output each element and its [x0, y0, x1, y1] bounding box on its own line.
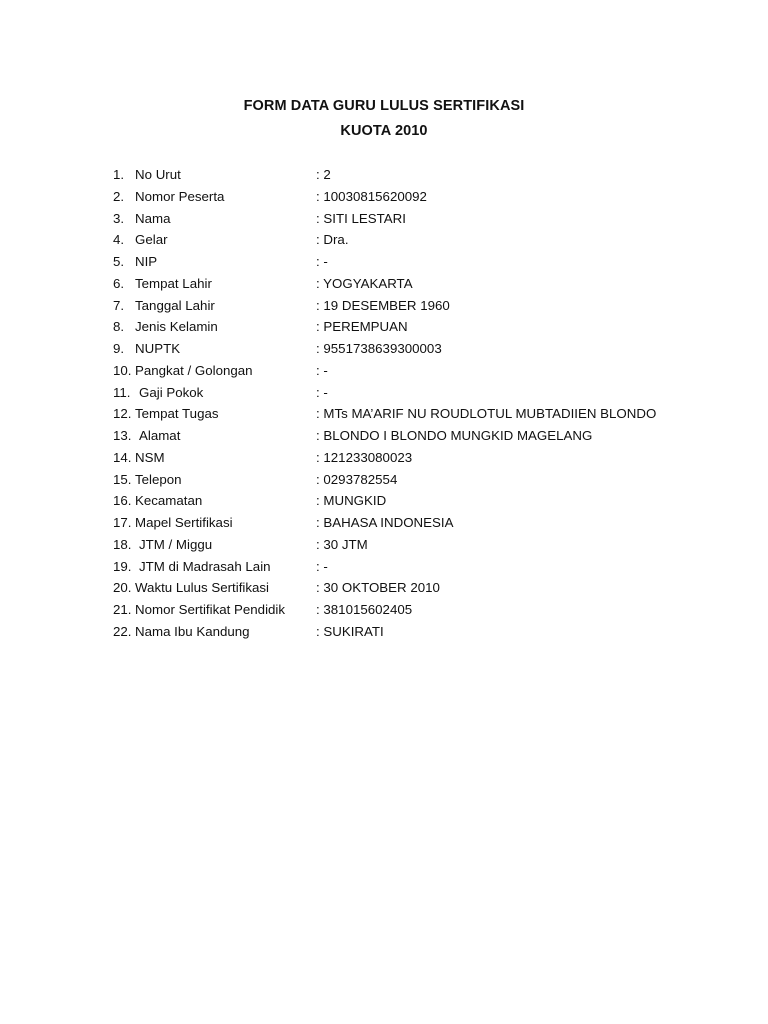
field-value: : 121233080023: [316, 449, 413, 465]
field-number: 12.: [113, 406, 132, 422]
form-title: [0, 94, 768, 144]
field-value: : 2: [316, 167, 331, 182]
field-number: 11.: [113, 384, 131, 400]
form-field-row: [113, 490, 713, 512]
field-number: 15.: [113, 471, 132, 487]
field-label: NIP: [135, 254, 158, 269]
form-field-row: [113, 534, 713, 556]
field-number: 17.: [113, 515, 132, 530]
field-value: : 30 OKTOBER 2010: [316, 580, 440, 596]
field-value: : SITI LESTARI: [316, 210, 406, 226]
field-number: 9.: [113, 341, 125, 356]
field-value: : PEREMPUAN: [316, 319, 408, 335]
field-value: : 381015602405: [316, 602, 413, 617]
form-field-row: [113, 382, 713, 404]
field-number: 3.: [113, 210, 125, 226]
field-label: JTM / Miggu: [139, 536, 213, 552]
field-number: 18.: [113, 536, 132, 552]
field-label: NUPTK: [135, 341, 181, 356]
form-field-row: [113, 208, 713, 230]
field-number: 10.: [113, 362, 132, 378]
field-label: Telepon: [135, 471, 182, 487]
form-field-row: [113, 338, 713, 360]
field-number: 14.: [113, 449, 132, 465]
field-label: Nomor Sertifikat Pendidik: [135, 602, 286, 617]
form-field-row: [113, 469, 713, 491]
title-line-2: KUOTA 2010: [340, 123, 428, 139]
field-number: 8.: [113, 319, 125, 335]
form-field-row: [113, 229, 713, 251]
field-label: Pangkat / Golongan: [135, 362, 253, 378]
field-label: Jenis Kelamin: [135, 319, 218, 335]
field-value: : MUNGKID: [316, 493, 387, 509]
field-value: : BAHASA INDONESIA: [316, 515, 454, 530]
field-value: : Dra.: [316, 232, 349, 248]
form-field-row: [113, 360, 713, 382]
form-field-row: [113, 556, 713, 578]
field-number: 7.: [113, 297, 125, 313]
field-number: 5.: [113, 254, 125, 269]
field-label: Tanggal Lahir: [135, 297, 215, 313]
field-number: 13.: [113, 428, 132, 443]
field-value: : MTs MA’ARIF NU ROUDLOTUL MUBTADIIEN BLONDO: [316, 406, 657, 422]
form-field-row: [113, 512, 713, 534]
form-field-row: [113, 295, 713, 317]
field-number: 21.: [113, 602, 132, 617]
field-label: Waktu Lulus Sertifikasi: [135, 580, 270, 596]
field-value: : -: [316, 558, 328, 574]
field-number: 19.: [113, 558, 132, 574]
field-value: : YOGYAKARTA: [316, 275, 413, 291]
form-field-row: [113, 251, 713, 273]
field-number: 16.: [113, 493, 132, 509]
form-field-row: [113, 621, 713, 643]
field-label: Nomor Peserta: [135, 188, 225, 204]
field-label: Tempat Tugas: [135, 406, 219, 422]
field-value: : BLONDO I BLONDO MUNGKID MAGELANG: [316, 428, 593, 443]
field-number: 4.: [113, 232, 125, 248]
field-number: 1.: [113, 167, 125, 182]
field-number: 20.: [113, 580, 132, 596]
field-label: Tempat Lahir: [135, 275, 212, 291]
field-number: 22.: [113, 623, 132, 639]
field-value: : SUKIRATI: [316, 623, 384, 639]
field-number: 6.: [113, 275, 125, 291]
form-field-row: [113, 577, 713, 599]
field-label: Nama Ibu Kandung: [135, 623, 250, 639]
field-label: Gaji Pokok: [139, 384, 204, 400]
field-label: No Urut: [135, 167, 181, 182]
field-value: : 0293782554: [316, 471, 398, 487]
field-label: Kecamatan: [135, 493, 203, 509]
field-label: NSM: [135, 449, 165, 465]
field-value: : 30 JTM: [316, 536, 368, 552]
form-field-row: [113, 316, 713, 338]
field-label: JTM di Madrasah Lain: [139, 558, 271, 574]
field-value: : -: [316, 384, 328, 400]
title-line-1: FORM DATA GURU LULUS SERTIFIKASI: [243, 98, 525, 114]
form-field-row: [113, 599, 713, 621]
form-field-row: [113, 164, 713, 186]
form-field-row: [113, 273, 713, 295]
form-field-row: [113, 425, 713, 447]
field-value: : -: [316, 362, 328, 378]
form-field-row: [113, 447, 713, 469]
field-value: : 9551738639300003: [316, 341, 442, 356]
form-fields-list: [113, 164, 713, 643]
field-label: Mapel Sertifikasi: [135, 515, 233, 530]
field-label: Nama: [135, 210, 171, 226]
form-field-row: [113, 186, 713, 208]
field-value: : -: [316, 254, 328, 269]
field-label: Gelar: [135, 232, 168, 248]
field-value: : 10030815620092: [316, 188, 427, 204]
field-label: Alamat: [139, 428, 181, 443]
form-field-row: [113, 403, 713, 425]
field-value: : 19 DESEMBER 1960: [316, 297, 450, 313]
field-number: 2.: [113, 188, 125, 204]
